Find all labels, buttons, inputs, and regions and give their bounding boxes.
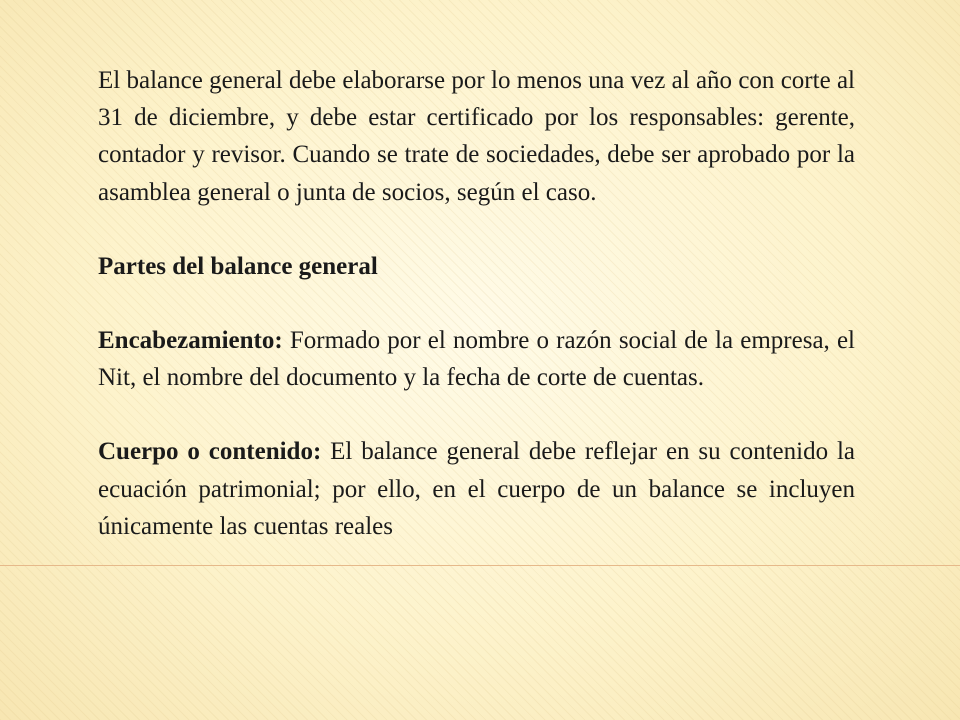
part-term: Encabezamiento: [98,327,283,355]
horizontal-divider [0,565,960,566]
slide-content [98,62,855,545]
intro-paragraph: El balance general debe elaborarse por lo menos una vez al año con corte al 31 de diciembre, y debe estar certificado por los responsables: gerente, contador y revisor. Cuando se trate de sociedades, debe ser aprobado por la asamblea general o junta de socios, según el caso. [98,67,855,206]
section-title: Partes del balance general [98,252,378,280]
part-paragraph-body [98,433,855,545]
part-description: Formado por el nombre o razón social de la empresa, el Nit, el nombre del documento y la fecha de corte de cuentas. [98,327,855,392]
part-paragraph-header [98,322,855,396]
part-description: El balance general debe reflejar en su contenido la ecuación patrimonial; por ello, en el cuerpo de un balance se incluyen únicamente las cuentas reales [98,438,856,540]
part-term: Cuerpo o contenido: [98,438,322,466]
